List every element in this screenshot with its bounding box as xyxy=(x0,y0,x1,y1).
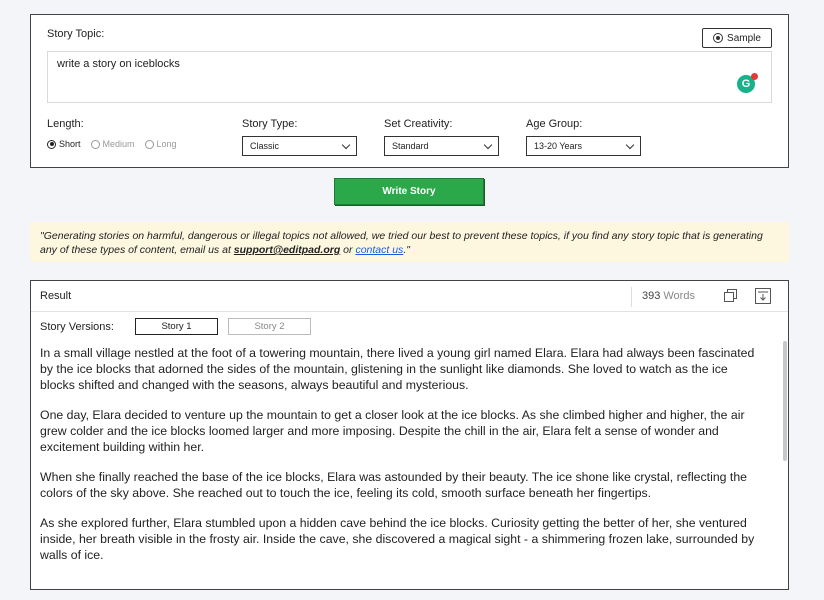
sample-button[interactable] xyxy=(702,28,772,48)
story-scrollbar[interactable] xyxy=(783,341,787,461)
story-type-select[interactable] xyxy=(242,136,357,156)
grammarly-badge-icon xyxy=(751,73,758,80)
content-policy-notice: "Generating stories on harmful, dangerous or illegal topics not allowed, we tried our best to prevent these topics, if you find any story topic that is generating any of these types of content, email us at support@editpad.org or contact us." xyxy=(30,222,789,262)
story-paragraph: When she finally reached the base of the ice blocks, Elara was astounded by their beauty. The ice shone like crystal, reflecting the colors of the sky above. She reached out to touch the ice, feeling its cold, smooth surface beneath her fingertips. xyxy=(40,470,748,500)
length-radio-long[interactable]: Long xyxy=(145,139,177,149)
result-header xyxy=(31,281,788,312)
chevron-down-icon xyxy=(626,140,634,148)
creativity-select[interactable] xyxy=(384,136,499,156)
story-topic-label: Story Topic: xyxy=(47,28,105,40)
story-type-label: Story Type: xyxy=(242,118,298,130)
length-label: Length: xyxy=(47,118,84,130)
story-type-value: Classic xyxy=(250,141,280,151)
contact-us-link[interactable]: contact us xyxy=(355,244,404,256)
result-title: Result xyxy=(40,290,72,302)
radio-unchecked-icon xyxy=(91,140,100,149)
copy-icon[interactable] xyxy=(724,289,738,303)
length-radio-group xyxy=(47,139,177,149)
story-paragraph: As she explored further, Elara stumbled upon a hidden cave behind the ice blocks. Curiosity getting the better of her, she ventured inside, her breath visible in the frosty air. Inside the cave, she discovered a magical sight - a shimmering frozen lake, surrounded by walls of ice. xyxy=(40,516,755,562)
story-output xyxy=(40,345,765,589)
story-topic-input[interactable]: write a story on iceblocks xyxy=(47,51,772,103)
word-count: 393 Words xyxy=(642,290,695,302)
story-version-1-tab[interactable]: Story 1 xyxy=(135,318,218,335)
age-group-value: 13-20 Years xyxy=(534,141,583,151)
chevron-down-icon xyxy=(484,140,492,148)
story-version-2-tab[interactable]: Story 2 xyxy=(228,318,311,335)
sample-button-label: Sample xyxy=(727,32,761,44)
result-panel xyxy=(30,280,789,590)
age-group-select[interactable] xyxy=(526,136,641,156)
story-paragraph: In a small village nestled at the foot of a towering mountain, there lived a young girl named Elara. Elara had always been fascinated by the ice blocks that adorned the sides of the mountain, glistening in the sunlight like diamonds. She loved to watch as the ice blocks shifted and changed with the seasons, always beautiful and mysterious. xyxy=(40,346,755,392)
download-icon[interactable] xyxy=(755,288,771,304)
story-input-panel xyxy=(30,14,789,168)
write-story-button[interactable]: Write Story xyxy=(334,178,484,205)
divider xyxy=(631,287,632,307)
story-paragraph: One day, Elara decided to venture up the mountain to get a closer look at the ice blocks. As she climbed higher and higher, the air grew colder and the ice blocks loomed larger and more imposing. Despite the chill in the air, Elara felt a sense of wonder and excitement building within her. xyxy=(40,408,745,454)
creativity-label: Set Creativity: xyxy=(384,118,453,130)
chevron-down-icon xyxy=(342,140,350,148)
story-versions-label: Story Versions: xyxy=(40,321,114,333)
radio-checked-icon xyxy=(47,140,56,149)
grammarly-icon[interactable]: G xyxy=(737,75,755,93)
sample-icon xyxy=(713,33,723,43)
age-group-label: Age Group: xyxy=(526,118,583,130)
support-email-link[interactable]: support@editpad.org xyxy=(233,244,341,256)
radio-unchecked-icon xyxy=(145,140,154,149)
length-radio-short[interactable]: Short xyxy=(47,139,81,149)
length-radio-medium[interactable]: Medium xyxy=(91,139,135,149)
creativity-value: Standard xyxy=(392,141,429,151)
